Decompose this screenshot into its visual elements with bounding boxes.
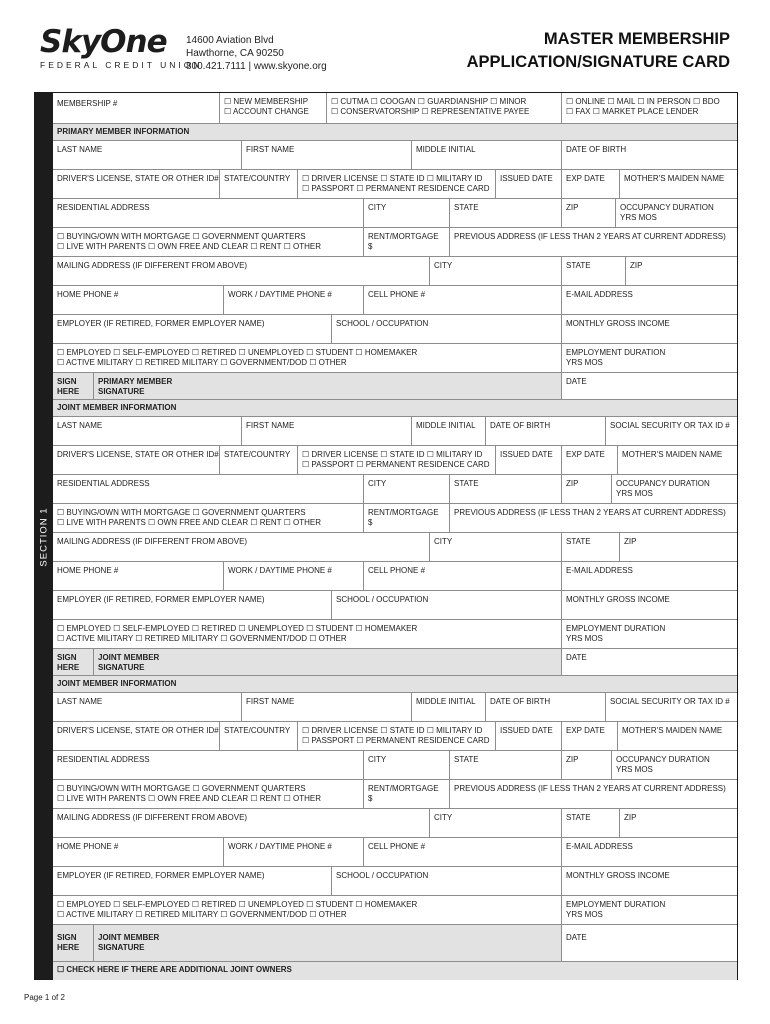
- last-name-label: LAST NAME: [57, 145, 103, 154]
- primary-employment-row: [53, 344, 737, 373]
- housing-line2[interactable]: ☐ LIVE WITH PARENTS ☐ OWN FREE AND CLEAR ☐ RENT ☐ OTHER: [57, 794, 321, 803]
- city-label: CITY: [368, 203, 387, 212]
- issued-date-label: ISSUED DATE: [500, 450, 553, 459]
- joint2-name-row: [53, 693, 737, 722]
- home-phone-label: HOME PHONE #: [57, 290, 119, 299]
- mailing-address-label: MAILING ADDRESS (IF DIFFERENT FROM ABOVE): [57, 813, 248, 822]
- zip-label: ZIP: [566, 203, 579, 212]
- joint2-mailing-zip[interactable]: [619, 809, 737, 837]
- joint1-state-country[interactable]: [219, 446, 297, 474]
- state-country-label: STATE/COUNTRY: [224, 726, 291, 735]
- state-label: STATE: [454, 203, 479, 212]
- joint2-employment-duration[interactable]: [561, 896, 737, 924]
- contact-info: 800.421.7111 | www.skyone.org: [186, 61, 327, 72]
- primary-middle-initial[interactable]: [411, 141, 561, 169]
- joint-member-2-header: [53, 676, 737, 693]
- joint1-work-phone[interactable]: [223, 562, 363, 590]
- address-line2: Hawthorne, CA 90250: [186, 48, 284, 59]
- id-type-line1[interactable]: ☐ DRIVER LICENSE ☐ STATE ID ☐ MILITARY ID: [302, 450, 483, 459]
- joint1-employment-row: [53, 620, 737, 649]
- date-label: DATE: [566, 653, 587, 662]
- joint2-phone-row: [53, 838, 737, 867]
- membership-number-label: MEMBERSHIP #: [57, 99, 118, 108]
- primary-date-of-birth[interactable]: [561, 141, 737, 169]
- primary-state[interactable]: [449, 199, 561, 227]
- primary-signature-date[interactable]: [561, 373, 737, 399]
- work-phone-label: WORK / DAYTIME PHONE #: [228, 842, 332, 851]
- joint2-signature-field[interactable]: [93, 925, 561, 961]
- joint1-previous-address[interactable]: [449, 504, 737, 532]
- dollar-sign: $: [368, 518, 373, 527]
- joint2-id-type-options[interactable]: [297, 722, 495, 750]
- dollar-sign: $: [368, 242, 373, 251]
- id-type-line1[interactable]: ☐ DRIVER LICENSE ☐ STATE ID ☐ MILITARY ID: [302, 174, 483, 183]
- additional-owners-checkbox[interactable]: ☐ CHECK HERE IF THERE ARE ADDITIONAL JOINT OWNERS: [57, 965, 292, 974]
- cell-phone-label: CELL PHONE #: [368, 290, 426, 299]
- sign-label: SIGN: [57, 377, 77, 386]
- primary-signature-row: [53, 373, 737, 400]
- state-label: STATE: [566, 537, 591, 546]
- membership-type-options[interactable]: [219, 93, 326, 123]
- primary-email[interactable]: [561, 286, 737, 314]
- primary-school-occupation[interactable]: [331, 315, 561, 343]
- rent-mortgage-label: RENT/MORTGAGE: [368, 232, 439, 241]
- housing-line1[interactable]: ☐ BUYING/OWN WITH MORTGAGE ☐ GOVERNMENT QUARTERS: [57, 784, 306, 793]
- joint1-city[interactable]: [363, 475, 449, 503]
- joint1-mailing-row: [53, 533, 737, 562]
- joint2-cell-phone[interactable]: [363, 838, 561, 866]
- cell-phone-label: CELL PHONE #: [368, 842, 426, 851]
- joint2-middle-initial[interactable]: [411, 693, 485, 721]
- primary-signature-field[interactable]: [93, 373, 561, 399]
- joint2-id-row: [53, 722, 737, 751]
- city-label: CITY: [434, 537, 453, 546]
- here-label: HERE: [57, 387, 80, 396]
- first-name-label: FIRST NAME: [246, 697, 295, 706]
- joint2-previous-address[interactable]: [449, 780, 737, 808]
- home-phone-label: HOME PHONE #: [57, 842, 119, 851]
- joint2-monthly-income[interactable]: [561, 867, 737, 895]
- sign-here-marker: [53, 649, 93, 675]
- joint1-residential-address[interactable]: [53, 475, 363, 503]
- additional-owners-row: [53, 962, 737, 980]
- primary-employer-row: [53, 315, 737, 344]
- primary-mailing-city[interactable]: [429, 257, 561, 285]
- employer-label: EMPLOYER (IF RETIRED, FORMER EMPLOYER NAME): [57, 871, 265, 880]
- method-line1[interactable]: ☐ ONLINE ☐ MAIL ☐ IN PERSON ☐ BDO: [566, 97, 720, 106]
- joint1-zip[interactable]: [561, 475, 611, 503]
- monthly-income-label: MONTHLY GROSS INCOME: [566, 595, 670, 604]
- maiden-name-label: MOTHER'S MAIDEN NAME: [622, 450, 723, 459]
- primary-mailing-state[interactable]: [561, 257, 625, 285]
- joint2-first-name[interactable]: [241, 693, 411, 721]
- account-type-line2[interactable]: ☐ CONSERVATORSHIP ☐ REPRESENTATIVE PAYEE: [331, 107, 530, 116]
- primary-id-type-options[interactable]: [297, 170, 495, 198]
- email-label: E-MAIL ADDRESS: [566, 842, 633, 851]
- date-of-birth-label: DATE OF BIRTH: [490, 697, 551, 706]
- id-type-line2[interactable]: ☐ PASSPORT ☐ PERMANENT RESIDENCE CARD: [302, 184, 490, 193]
- maiden-name-label: MOTHER'S MAIDEN NAME: [624, 174, 725, 183]
- joint2-mailing-state[interactable]: [561, 809, 619, 837]
- date-label: DATE: [566, 933, 587, 942]
- joint-member-header-label: JOINT MEMBER INFORMATION: [57, 403, 177, 412]
- primary-monthly-income[interactable]: [561, 315, 737, 343]
- joint2-occupancy-duration[interactable]: [611, 751, 737, 779]
- joint1-id-type-options[interactable]: [297, 446, 495, 474]
- credit-union-address: [186, 34, 327, 73]
- city-label: CITY: [434, 261, 453, 270]
- joint1-monthly-income[interactable]: [561, 591, 737, 619]
- primary-city[interactable]: [363, 199, 449, 227]
- joint1-phone-row: [53, 562, 737, 591]
- zip-label: ZIP: [566, 755, 579, 764]
- date-of-birth-label: DATE OF BIRTH: [490, 421, 551, 430]
- id-type-line2[interactable]: ☐ PASSPORT ☐ PERMANENT RESIDENCE CARD: [302, 736, 490, 745]
- joint1-mailing-state[interactable]: [561, 533, 619, 561]
- joint1-exp-date[interactable]: [561, 446, 617, 474]
- employment-line2[interactable]: ☐ ACTIVE MILITARY ☐ RETIRED MILITARY ☐ GOVERNMENT/DOD ☐ OTHER: [57, 358, 347, 367]
- employment-duration-label: EMPLOYMENT DURATION: [566, 900, 666, 909]
- first-name-label: FIRST NAME: [246, 145, 295, 154]
- signature-label-line2: SIGNATURE: [98, 943, 145, 952]
- primary-mailing-row: [53, 257, 737, 286]
- previous-address-label: PREVIOUS ADDRESS (IF LESS THAN 2 YEARS AT CURRENT ADDRESS): [454, 508, 726, 517]
- mailing-address-label: MAILING ADDRESS (IF DIFFERENT FROM ABOVE): [57, 261, 248, 270]
- joint2-school-occupation[interactable]: [331, 867, 561, 895]
- sign-here-marker: [53, 925, 93, 961]
- joint1-date-of-birth[interactable]: [485, 417, 605, 445]
- account-change-checkbox[interactable]: ☐ ACCOUNT CHANGE: [224, 107, 309, 116]
- primary-occupancy-duration[interactable]: [615, 199, 737, 227]
- joint1-name-row: [53, 417, 737, 446]
- joint2-housing-row: [53, 780, 737, 809]
- exp-date-label: EXP DATE: [566, 726, 605, 735]
- form-title: [467, 28, 730, 74]
- joint1-first-name[interactable]: [241, 417, 411, 445]
- joint1-signature-field[interactable]: [93, 649, 561, 675]
- joint2-email[interactable]: [561, 838, 737, 866]
- primary-member-header: [53, 124, 737, 141]
- joint-member-header-label: JOINT MEMBER INFORMATION: [57, 679, 177, 688]
- joint1-id-row: [53, 446, 737, 475]
- yrs-mos-label: YRS MOS: [620, 213, 657, 222]
- joint1-home-phone[interactable]: [53, 562, 223, 590]
- title-line1: MASTER MEMBERSHIP: [543, 30, 730, 48]
- joint1-mailing-address[interactable]: [53, 533, 429, 561]
- joint1-email[interactable]: [561, 562, 737, 590]
- primary-zip[interactable]: [561, 199, 615, 227]
- drivers-license-label: DRIVER'S LICENSE, STATE OR OTHER ID#: [57, 174, 219, 183]
- primary-id-row: [53, 170, 737, 199]
- joint1-drivers-license[interactable]: [53, 446, 219, 474]
- joint1-employment-duration[interactable]: [561, 620, 737, 648]
- residential-address-label: RESIDENTIAL ADDRESS: [57, 203, 150, 212]
- middle-initial-label: MIDDLE INITIAL: [416, 697, 476, 706]
- primary-previous-address[interactable]: [449, 228, 737, 256]
- joint2-signature-date[interactable]: [561, 925, 737, 961]
- joint1-employment-status-options[interactable]: [53, 620, 561, 648]
- ssn-label: SOCIAL SECURITY OR TAX ID #: [610, 697, 730, 706]
- joint2-employer[interactable]: [53, 867, 331, 895]
- email-label: E-MAIL ADDRESS: [566, 290, 633, 299]
- id-type-line1[interactable]: ☐ DRIVER LICENSE ☐ STATE ID ☐ MILITARY ID: [302, 726, 483, 735]
- exp-date-label: EXP DATE: [566, 450, 605, 459]
- mailing-address-label: MAILING ADDRESS (IF DIFFERENT FROM ABOVE): [57, 537, 248, 546]
- account-type-line1[interactable]: ☐ CUTMA ☐ COOGAN ☐ GUARDIANSHIP ☐ MINOR: [331, 97, 527, 106]
- account-type-options[interactable]: [326, 93, 561, 123]
- employment-line2[interactable]: ☐ ACTIVE MILITARY ☐ RETIRED MILITARY ☐ GOVERNMENT/DOD ☐ OTHER: [57, 634, 347, 643]
- membership-row: [53, 93, 737, 124]
- title-line2: APPLICATION/SIGNATURE CARD: [466, 53, 730, 71]
- work-phone-label: WORK / DAYTIME PHONE #: [228, 290, 332, 299]
- joint1-employer[interactable]: [53, 591, 331, 619]
- date-of-birth-label: DATE OF BIRTH: [566, 145, 627, 154]
- occupancy-duration-label: OCCUPANCY DURATION: [620, 203, 714, 212]
- primary-residential-address[interactable]: [53, 199, 363, 227]
- joint1-housing-options[interactable]: [53, 504, 363, 532]
- school-occupation-label: SCHOOL / OCCUPATION: [336, 595, 429, 604]
- housing-line2[interactable]: ☐ LIVE WITH PARENTS ☐ OWN FREE AND CLEAR ☐ RENT ☐ OTHER: [57, 518, 321, 527]
- state-label: STATE: [566, 813, 591, 822]
- yrs-mos-label: YRS MOS: [566, 910, 603, 919]
- yrs-mos-label: YRS MOS: [566, 634, 603, 643]
- housing-line1[interactable]: ☐ BUYING/OWN WITH MORTGAGE ☐ GOVERNMENT QUARTERS: [57, 508, 306, 517]
- middle-initial-label: MIDDLE INITIAL: [416, 421, 476, 430]
- employment-duration-label: EMPLOYMENT DURATION: [566, 624, 666, 633]
- issued-date-label: ISSUED DATE: [500, 726, 553, 735]
- joint2-signature-row: [53, 925, 737, 962]
- primary-employment-duration[interactable]: [561, 344, 737, 372]
- joint2-home-phone[interactable]: [53, 838, 223, 866]
- primary-issued-date[interactable]: [495, 170, 561, 198]
- primary-housing-row: [53, 228, 737, 257]
- city-label: CITY: [368, 755, 387, 764]
- page-number: Page 1 of 2: [24, 993, 65, 1002]
- employment-line2[interactable]: ☐ ACTIVE MILITARY ☐ RETIRED MILITARY ☐ GOVERNMENT/DOD ☐ OTHER: [57, 910, 347, 919]
- joint1-last-name[interactable]: [53, 417, 241, 445]
- primary-mailing-zip[interactable]: [625, 257, 737, 285]
- primary-employment-status-options[interactable]: [53, 344, 561, 372]
- joint2-rent-mortgage[interactable]: [363, 780, 449, 808]
- first-name-label: FIRST NAME: [246, 421, 295, 430]
- maiden-name-label: MOTHER'S MAIDEN NAME: [622, 726, 723, 735]
- primary-last-name[interactable]: [53, 141, 241, 169]
- joint1-middle-initial[interactable]: [411, 417, 485, 445]
- sign-label: SIGN: [57, 653, 77, 662]
- joint2-employer-row: [53, 867, 737, 896]
- primary-home-phone[interactable]: [53, 286, 223, 314]
- state-label: STATE: [454, 479, 479, 488]
- last-name-label: LAST NAME: [57, 421, 103, 430]
- work-phone-label: WORK / DAYTIME PHONE #: [228, 566, 332, 575]
- yrs-mos-label: YRS MOS: [616, 765, 653, 774]
- joint2-state[interactable]: [449, 751, 561, 779]
- primary-work-phone[interactable]: [223, 286, 363, 314]
- state-country-label: STATE/COUNTRY: [224, 450, 291, 459]
- joint2-last-name[interactable]: [53, 693, 241, 721]
- housing-line2[interactable]: ☐ LIVE WITH PARENTS ☐ OWN FREE AND CLEAR ☐ RENT ☐ OTHER: [57, 242, 321, 251]
- zip-label: ZIP: [566, 479, 579, 488]
- residential-address-label: RESIDENTIAL ADDRESS: [57, 755, 150, 764]
- zip-label: ZIP: [624, 537, 637, 546]
- joint-member-1-header: [53, 400, 737, 417]
- here-label: HERE: [57, 943, 80, 952]
- joint2-ssn[interactable]: [605, 693, 737, 721]
- joint2-exp-date[interactable]: [561, 722, 617, 750]
- joint1-ssn[interactable]: [605, 417, 737, 445]
- employment-duration-label: EMPLOYMENT DURATION: [566, 348, 666, 357]
- skyone-logo: [40, 26, 203, 70]
- primary-name-row: [53, 141, 737, 170]
- joint1-issued-date[interactable]: [495, 446, 561, 474]
- joint2-employment-row: [53, 896, 737, 925]
- joint2-residential-address[interactable]: [53, 751, 363, 779]
- employer-label: EMPLOYER (IF RETIRED, FORMER EMPLOYER NAME): [57, 319, 265, 328]
- joint1-occupancy-duration[interactable]: [611, 475, 737, 503]
- signature-label-line1: PRIMARY MEMBER: [98, 377, 173, 386]
- method-line2[interactable]: ☐ FAX ☐ MARKET PLACE LENDER: [566, 107, 699, 116]
- occupancy-duration-label: OCCUPANCY DURATION: [616, 479, 710, 488]
- previous-address-label: PREVIOUS ADDRESS (IF LESS THAN 2 YEARS AT CURRENT ADDRESS): [454, 784, 726, 793]
- joint1-school-occupation[interactable]: [331, 591, 561, 619]
- signature-label-line1: JOINT MEMBER: [98, 653, 160, 662]
- id-type-line2[interactable]: ☐ PASSPORT ☐ PERMANENT RESIDENCE CARD: [302, 460, 490, 469]
- primary-first-name[interactable]: [241, 141, 411, 169]
- ssn-label: SOCIAL SECURITY OR TAX ID #: [610, 421, 730, 430]
- joint2-mailing-row: [53, 809, 737, 838]
- state-label: STATE: [454, 755, 479, 764]
- address-line1: 14600 Aviation Blvd: [186, 35, 274, 46]
- school-occupation-label: SCHOOL / OCCUPATION: [336, 319, 429, 328]
- primary-member-header-label: PRIMARY MEMBER INFORMATION: [57, 127, 190, 136]
- school-occupation-label: SCHOOL / OCCUPATION: [336, 871, 429, 880]
- joint2-work-phone[interactable]: [223, 838, 363, 866]
- here-label: HERE: [57, 663, 80, 672]
- signature-label-line2: SIGNATURE: [98, 663, 145, 672]
- joint2-zip[interactable]: [561, 751, 611, 779]
- employer-label: EMPLOYER (IF RETIRED, FORMER EMPLOYER NAME): [57, 595, 265, 604]
- logo-subtitle: FEDERAL CREDIT UNION: [40, 60, 203, 70]
- new-membership-checkbox[interactable]: ☐ NEW MEMBERSHIP: [224, 97, 309, 106]
- application-form: [34, 92, 738, 980]
- yrs-mos-label: YRS MOS: [616, 489, 653, 498]
- joint1-mailing-zip[interactable]: [619, 533, 737, 561]
- joint2-city[interactable]: [363, 751, 449, 779]
- state-country-label: STATE/COUNTRY: [224, 174, 291, 183]
- primary-exp-date[interactable]: [561, 170, 619, 198]
- joint1-housing-row: [53, 504, 737, 533]
- joint2-state-country[interactable]: [219, 722, 297, 750]
- state-label: STATE: [566, 261, 591, 270]
- sign-label: SIGN: [57, 933, 77, 942]
- cell-phone-label: CELL PHONE #: [368, 566, 426, 575]
- primary-housing-options[interactable]: [53, 228, 363, 256]
- monthly-income-label: MONTHLY GROSS INCOME: [566, 871, 670, 880]
- primary-cell-phone[interactable]: [363, 286, 561, 314]
- primary-rent-mortgage[interactable]: [363, 228, 449, 256]
- joint1-address-row: [53, 475, 737, 504]
- rent-mortgage-label: RENT/MORTGAGE: [368, 508, 439, 517]
- joint1-signature-row: [53, 649, 737, 676]
- residential-address-label: RESIDENTIAL ADDRESS: [57, 479, 150, 488]
- home-phone-label: HOME PHONE #: [57, 566, 119, 575]
- drivers-license-label: DRIVER'S LICENSE, STATE OR OTHER ID#: [57, 450, 219, 459]
- section-sidebar: [35, 93, 53, 979]
- middle-initial-label: MIDDLE INITIAL: [416, 145, 476, 154]
- yrs-mos-label: YRS MOS: [566, 358, 603, 367]
- joint1-maiden-name[interactable]: [617, 446, 737, 474]
- dollar-sign: $: [368, 794, 373, 803]
- primary-mailing-address[interactable]: [53, 257, 429, 285]
- joint2-housing-options[interactable]: [53, 780, 363, 808]
- sign-here-marker: [53, 373, 93, 399]
- joint1-state[interactable]: [449, 475, 561, 503]
- joint2-mailing-address[interactable]: [53, 809, 429, 837]
- exp-date-label: EXP DATE: [566, 174, 605, 183]
- membership-number-field[interactable]: [53, 93, 219, 123]
- drivers-license-label: DRIVER'S LICENSE, STATE OR OTHER ID#: [57, 726, 219, 735]
- joint2-maiden-name[interactable]: [617, 722, 737, 750]
- joint1-rent-mortgage[interactable]: [363, 504, 449, 532]
- housing-line1[interactable]: ☐ BUYING/OWN WITH MORTGAGE ☐ GOVERNMENT QUARTERS: [57, 232, 306, 241]
- joint2-employment-status-options[interactable]: [53, 896, 561, 924]
- zip-label: ZIP: [630, 261, 643, 270]
- primary-state-country[interactable]: [219, 170, 297, 198]
- employment-line1[interactable]: ☐ EMPLOYED ☐ SELF-EMPLOYED ☐ RETIRED ☐ UNEMPLOYED ☐ STUDENT ☐ HOMEMAKER: [57, 900, 418, 909]
- primary-maiden-name[interactable]: [619, 170, 737, 198]
- rent-mortgage-label: RENT/MORTGAGE: [368, 784, 439, 793]
- logo-wordmark: SkyOne: [40, 24, 167, 60]
- joint2-address-row: [53, 751, 737, 780]
- last-name-label: LAST NAME: [57, 697, 103, 706]
- occupancy-duration-label: OCCUPANCY DURATION: [616, 755, 710, 764]
- signature-label-line1: JOINT MEMBER: [98, 933, 160, 942]
- primary-drivers-license[interactable]: [53, 170, 219, 198]
- email-label: E-MAIL ADDRESS: [566, 566, 633, 575]
- primary-employer[interactable]: [53, 315, 331, 343]
- joint2-date-of-birth[interactable]: [485, 693, 605, 721]
- primary-phone-row: [53, 286, 737, 315]
- section-label: SECTION 1: [38, 507, 50, 567]
- primary-address-row: [53, 199, 737, 228]
- application-method-options[interactable]: [561, 93, 737, 123]
- joint2-issued-date[interactable]: [495, 722, 561, 750]
- joint1-employer-row: [53, 591, 737, 620]
- date-label: DATE: [566, 377, 587, 386]
- joint1-cell-phone[interactable]: [363, 562, 561, 590]
- joint2-mailing-city[interactable]: [429, 809, 561, 837]
- employment-line1[interactable]: ☐ EMPLOYED ☐ SELF-EMPLOYED ☐ RETIRED ☐ UNEMPLOYED ☐ STUDENT ☐ HOMEMAKER: [57, 624, 418, 633]
- city-label: CITY: [368, 479, 387, 488]
- previous-address-label: PREVIOUS ADDRESS (IF LESS THAN 2 YEARS AT CURRENT ADDRESS): [454, 232, 726, 241]
- employment-line1[interactable]: ☐ EMPLOYED ☐ SELF-EMPLOYED ☐ RETIRED ☐ UNEMPLOYED ☐ STUDENT ☐ HOMEMAKER: [57, 348, 418, 357]
- monthly-income-label: MONTHLY GROSS INCOME: [566, 319, 670, 328]
- joint2-drivers-license[interactable]: [53, 722, 219, 750]
- joint1-mailing-city[interactable]: [429, 533, 561, 561]
- joint1-signature-date[interactable]: [561, 649, 737, 675]
- signature-label-line2: SIGNATURE: [98, 387, 145, 396]
- issued-date-label: ISSUED DATE: [500, 174, 553, 183]
- city-label: CITY: [434, 813, 453, 822]
- zip-label: ZIP: [624, 813, 637, 822]
